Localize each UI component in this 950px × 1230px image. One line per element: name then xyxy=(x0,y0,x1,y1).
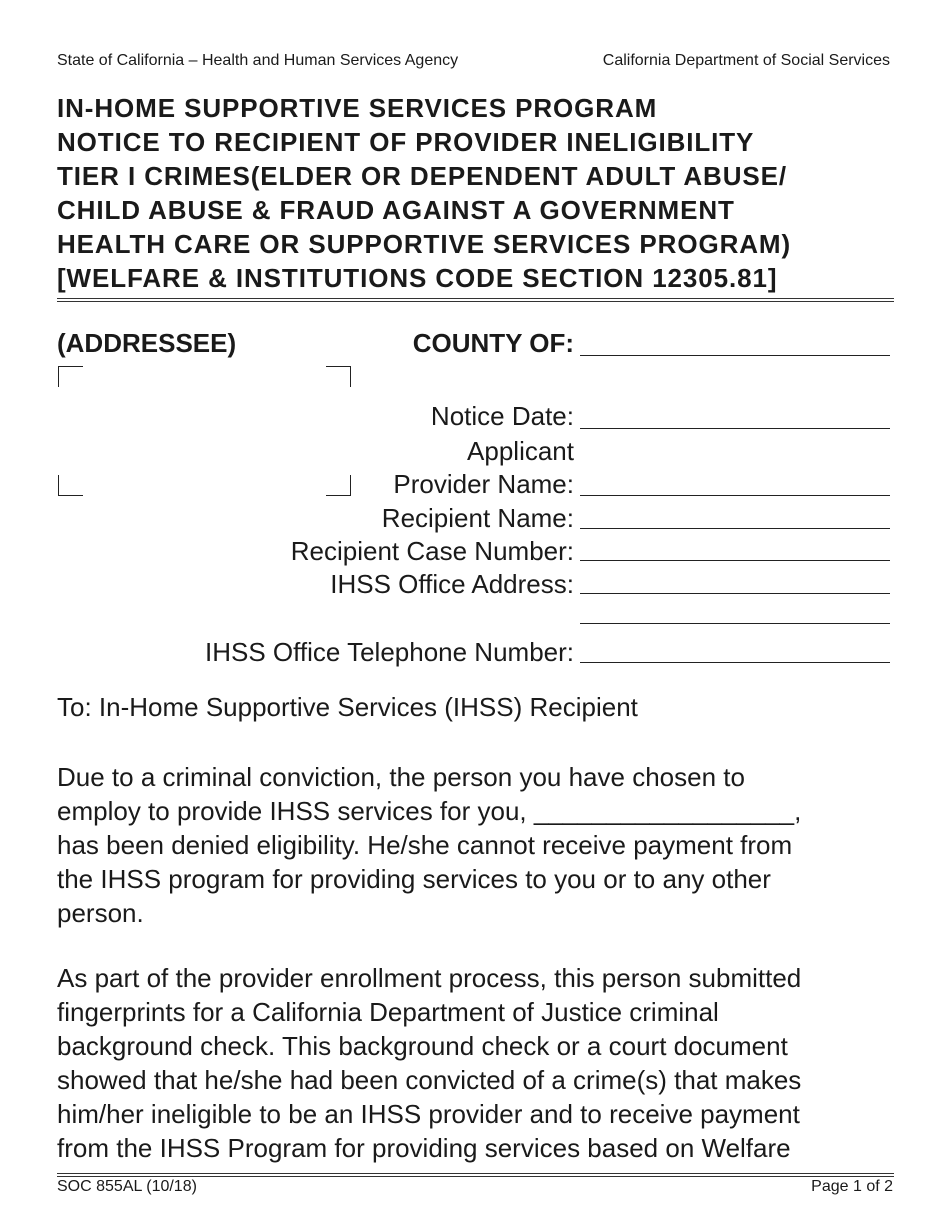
title-line: NOTICE TO RECIPIENT OF PROVIDER INELIGIBILITY xyxy=(57,127,755,157)
addressee-label: (ADDRESSEE) xyxy=(57,328,237,358)
paragraph-line: person. xyxy=(57,898,144,928)
ihss-office-telephone-field[interactable] xyxy=(580,662,890,663)
notice-date-field[interactable] xyxy=(580,428,890,429)
paragraph-line: Due to a criminal conviction, the person you have chosen to xyxy=(57,762,745,792)
title-line: TIER I CRIMES(ELDER OR DEPENDENT ADULT ABUSE/ xyxy=(57,161,788,191)
ihss-office-address-field-line2[interactable] xyxy=(580,623,890,624)
ihss-office-telephone-label: IHSS Office Telephone Number: xyxy=(204,637,574,667)
recipient-name-label: Recipient Name: xyxy=(381,503,574,533)
notice-date-label: Notice Date: xyxy=(430,401,574,431)
paragraph-background-check xyxy=(57,961,897,1165)
paragraph-line: background check. This background check or a court document xyxy=(57,1031,788,1061)
title-line: [WELFARE & INSTITUTIONS CODE SECTION 12305.81] xyxy=(57,263,778,293)
footer-divider xyxy=(57,1173,894,1177)
recipient-name-field[interactable] xyxy=(580,528,890,529)
county-field[interactable] xyxy=(580,355,890,356)
ihss-office-address-label: IHSS Office Address: xyxy=(330,569,574,599)
recipient-case-number-label: Recipient Case Number: xyxy=(290,536,574,566)
to-line: To: In-Home Supportive Services (IHSS) Recipient xyxy=(57,692,638,722)
address-window-corner-top-right xyxy=(326,366,351,387)
form-number: SOC 855AL (10/18) xyxy=(57,1178,197,1195)
title-line: IN-HOME SUPPORTIVE SERVICES PROGRAM xyxy=(57,93,658,123)
address-window-corner-bottom-right xyxy=(326,475,351,496)
title-line: CHILD ABUSE & FRAUD AGAINST A GOVERNMENT xyxy=(57,195,735,225)
paragraph-line: As part of the provider enrollment process, this person submitted xyxy=(57,963,802,993)
title-line: HEALTH CARE OR SUPPORTIVE SERVICES PROGRAM) xyxy=(57,229,792,259)
ihss-office-address-field[interactable] xyxy=(580,593,890,594)
address-window-corner-top-left xyxy=(58,366,83,387)
paragraph-line: him/her ineligible to be an IHSS provider and to receive payment xyxy=(57,1099,800,1129)
recipient-case-number-field[interactable] xyxy=(580,560,890,561)
document-title xyxy=(57,91,897,295)
paragraph-line: has been denied eligibility. He/she cannot receive payment from xyxy=(57,830,793,860)
paragraph-line: fingerprints for a California Department of Justice criminal xyxy=(57,997,719,1027)
agency-header: State of California – Health and Human Services Agency xyxy=(57,52,459,69)
title-divider xyxy=(57,298,894,302)
paragraph-line: from the IHSS Program for providing services based on Welfare xyxy=(57,1133,791,1163)
department-header: California Department of Social Services xyxy=(602,52,890,69)
address-window-corner-bottom-left xyxy=(58,475,83,496)
paragraph-line: employ to provide IHSS services for you, __________________, xyxy=(57,796,802,826)
county-label: COUNTY OF: xyxy=(412,328,574,358)
page-number: Page 1 of 2 xyxy=(811,1178,893,1195)
paragraph-conviction xyxy=(57,760,897,930)
provider-name-label: Provider Name: xyxy=(393,469,574,499)
provider-name-field[interactable] xyxy=(580,495,890,496)
applicant-label: Applicant xyxy=(467,436,574,466)
paragraph-line: showed that he/she had been convicted of a crime(s) that makes xyxy=(57,1065,802,1095)
paragraph-line: the IHSS program for providing services to you or to any other xyxy=(57,864,771,894)
